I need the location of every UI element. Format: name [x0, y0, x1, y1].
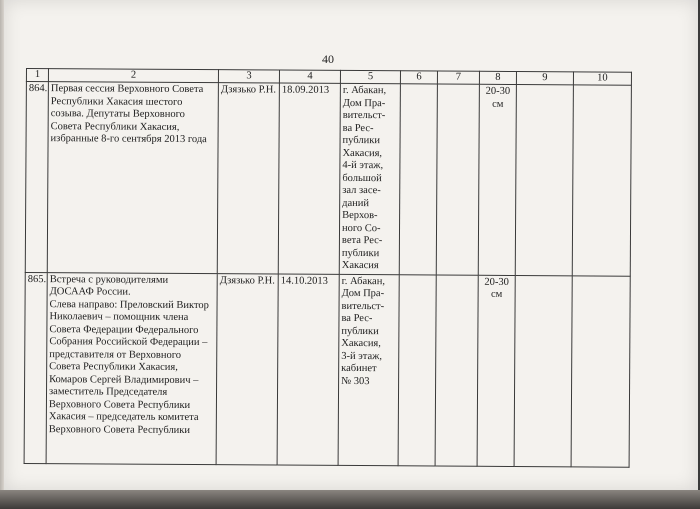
- table-row: [24, 272, 630, 467]
- record-description-title: Встреча с руководителями ДОСААФ России.: [49, 273, 169, 298]
- record-description: Первая сессия Верховного Совета Республики Хакасия шестого созыва. Депутаты Верховного Совета Республики Хакасия, избранные 8-го сентября 2013 года: [47, 82, 218, 274]
- record-col-9: [514, 275, 572, 466]
- column-header: 4: [279, 70, 340, 83]
- scan-bottom-edge: [0, 490, 700, 509]
- record-location: г. Абакан, Дом Пра- вительст- ва Рес- публики Хакасия, 3-й этаж, кабинет № 303: [338, 274, 399, 465]
- column-header: 7: [437, 71, 479, 84]
- record-size: 20-30 см: [477, 275, 515, 466]
- column-header: 2: [48, 69, 218, 83]
- record-date: 18.09.2013: [278, 83, 340, 274]
- record-col-9: [515, 84, 573, 275]
- record-location: г. Абакан, Дом Пра- вительст- ва Рес- публики Хакасия, 4-й этаж, большой зал засе- даний Верхов- ного Со- вета Рес- публики Хакасия: [339, 83, 400, 274]
- record-size: 20-30 см: [478, 84, 516, 275]
- record-col-7: [435, 275, 478, 466]
- record-col-10: [572, 85, 631, 276]
- record-author: Дзязько Р.Н.: [217, 83, 279, 274]
- table-row: [25, 82, 631, 276]
- record-number: 865.: [24, 272, 47, 463]
- column-header: 8: [479, 71, 516, 84]
- record-description: [46, 272, 217, 464]
- column-header: 3: [218, 70, 279, 83]
- record-col-6: [398, 274, 436, 465]
- column-header: 9: [516, 71, 573, 84]
- page-number: 40: [322, 52, 334, 66]
- column-header: 10: [573, 72, 631, 85]
- column-header: 5: [340, 70, 400, 83]
- record-description-body: Слева направо: Преловский Виктор Николаевич – помощник члена Совета Федерации Федерального Собрания Российской Федерации – представителя от Верховного Совета Республики Хакасия, Комаров Сергей Владимирович – заместитель Председателя Верховного Совета Республики Хакасия – председатель комитета Верховного Совета Республики: [48, 298, 209, 436]
- record-col-6: [399, 84, 437, 275]
- record-date: 14.10.2013: [277, 274, 339, 465]
- register-table: [24, 68, 632, 467]
- column-header: 6: [400, 71, 437, 84]
- record-col-7: [436, 84, 479, 275]
- record-col-10: [571, 275, 630, 466]
- record-author: Дзязько Р.Н.: [216, 273, 278, 464]
- record-number: 864.: [25, 82, 48, 273]
- column-header: 1: [26, 69, 48, 82]
